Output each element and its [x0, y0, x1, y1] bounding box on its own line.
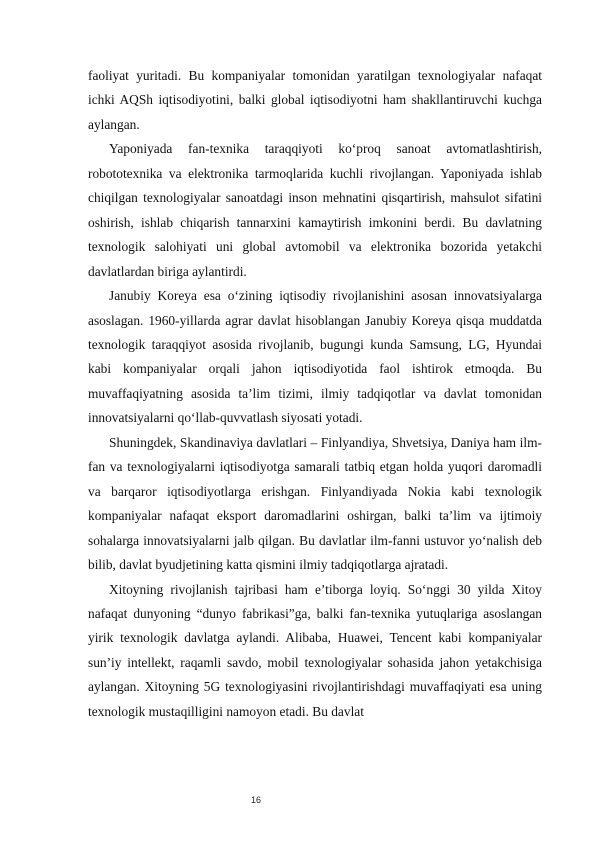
body-text	[88, 64, 542, 724]
paragraph-china: Xitoyning rivojlanish tajribasi ham e’tiborga loyiq. So‘nggi 30 yilda Xitoy nafaqat dunyoning “dunyo fabrikasi”ga, balki fan-texnika yutuqlariga asoslangan yirik texnologik davlatga aylandi. Alibaba, Huawei, Tencent kabi kompaniyalar sun’iy intellekt, raqamli savdo, mobil texnologiyalar sohasida jahon yetakchisiga aylangan. Xitoyning 5G texnologiyasini rivojlantirishdagi muvaffaqiyati esa uning texnologik mustaqilligini namoyon etadi. Bu davlat	[88, 581, 542, 719]
page-number: 16	[250, 795, 261, 805]
paragraph-continuation: faoliyat yuritadi. Bu kompaniyalar tomonidan yaratilgan texnologiyalar nafaqat ichki AQSh iqtisodiyotini, balki global iqtisodiyotni ham shakllantiruvchi kuchga aylangan.	[88, 68, 542, 132]
paragraph-japan: Yaponiyada fan-texnika taraqqiyoti ko‘proq sanoat avtomatlashtirish, robototexnika va elektronika tarmoqlarida kuchli rivojlangan. Yaponiyada ishlab chiqilgan texnologiyalar sanoatdagi inson mehnatini qisqartirish, mahsulot sifatini oshirish, ishlab chiqarish tannarxini kamaytirish imkonini berdi. Bu davlatning texnologik salohiyati uni global avtomobil va elektronika bozorida yetakchi davlatlardan biriga aylantirdi.	[88, 141, 542, 279]
paragraph-south-korea: Janubiy Koreya esa o‘zining iqtisodiy rivojlanishini asosan innovatsiyalarga asoslagan. 1960-yillarda agrar davlat hisoblangan Janubiy Koreya qisqa muddatda texnologik taraqqiyot asosida rivojlanib, bugungi kunda Samsung, LG, Hyundai kabi kompaniyalar orqali jahon iqtisodiyotida faol ishtirok etmoqda. Bu muvaffaqiyatning asosida ta’lim tizimi, ilmiy tadqiqotlar va davlat tomonidan innovatsiyalarni qo‘llab-quvvatlash siyosati yotadi.	[88, 288, 542, 426]
paragraph-scandinavia: Shuningdek, Skandinaviya davlatlari – Finlyandiya, Shvetsiya, Daniya ham ilm-fan va texnologiyalarni iqtisodiyotga samarali tatbiq etgan holda yuqori daromadli va barqaror iqtisodiyotlarga erishgan. Finlyandiyada Nokia kabi texnologik kompaniyalar nafaqat eksport daromadlarini oshirgan, balki ta’lim va ijtimoiy sohalarga innovatsiyalarni jalb qilgan. Bu davlatlar ilm-fanni ustuvor yo‘nalish deb bilib, davlat byudjetining katta qismini ilmiy tadqiqotlarga ajratadi.	[88, 434, 542, 573]
